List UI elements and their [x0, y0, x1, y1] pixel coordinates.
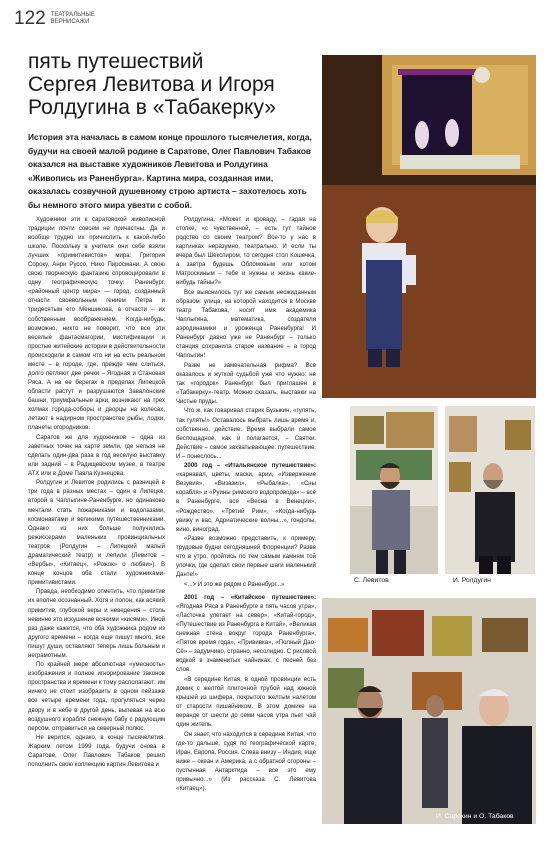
title-line-1: пять путешествий: [28, 50, 204, 73]
paragraph: <...> И это же рядом с Раненбург...»: [184, 581, 285, 588]
paragraph: Что ж, как говаривал старик Бузыкин, «гулять, так гулять!» Оставалось выбрать лишь время и, собственно, действие. Время выбрали самое беспощадное, как и полагается, – Святки. Действие – самое захватывающее: путешествие. И – понеслось...: [176, 408, 316, 460]
trip-paragraph-2001: [176, 594, 316, 675]
photo-sorokin-tabakov-image: [322, 598, 536, 824]
paragraph: «Разве возможно представить, к примеру, трудовые будни сегодняшней Флоренции? Разве что в утро, пройтись по тем самым камням той улочки, где сделал свои первые шаги маленький Данте!»: [176, 536, 316, 579]
trip-heading-2001: 2001 год – «Китайское путешествие»:: [184, 594, 316, 601]
photo-levitov: [350, 406, 438, 574]
photo-roldugin: [445, 406, 535, 574]
paragraph: Ролдугина. «Может и кроваду, – гадая на стопке, «с чувственной, – есть тут тайное родство со своим театром? Все-то у нас в картинках неразумно, театрально. И если ты вчера был Шекспиром, то сегодня стол Кошечка, а завтра будешь Обломовым или котом Матроскиным – тебе и нужны и жизнь какие-нибудь тайны?»: [176, 217, 316, 287]
paragraph: Саратов же для художников – одна из заветных точек на карте земли, где нельзя не сделать один-два раза в год веселую выставку или задний – в Радищевском музее, в театре АТХ или в Доме Павла Кузнецова.: [28, 434, 165, 477]
trip-text-2000: «карнавал, цветы, маски, арии, «Извержение Везувия», «Визазил», «Рыбалка», «Сны корабля» и «Руины римского водопровода» – все в Раненбурге, все «Весна в Венеции», «Рождество», «Третий Рим», «Когда-нибудь увижу и вас, Адриатические волны...», гондолы, вино, виноград.: [176, 472, 316, 533]
caption-sorokin-tabakov: И. Сорокин и О. Табаков: [436, 813, 514, 820]
photo-roldugin-image: [445, 406, 535, 574]
section-label: ТЕАТРАЛЬНЫЕ ВЕРНИСАЖИ: [50, 12, 95, 25]
paragraph: Ролдугин и Левитов родились с разницей в три года в разных местах – один в Липецке, второй в Чаплыгине-Раненбурге, но одинаково мечтали стать пожарниками и водолазами, космонавтами и великими путешественниками. Однако из них больше получились режиссерами маленьких провинциальных театров (Ролдугин – Липецкий малый драматический театр) и лепили (Левитов – «Вербы», «Китаец», «Рожок» о любви»). В конце концов оба стали художниками-примитивистами.: [28, 480, 165, 586]
trip-heading-2000: 2000 год – «Итальянское путешествие»:: [184, 463, 316, 470]
photo-child-image: [322, 55, 536, 398]
paragraph: Художники эти к саратовской живописной традиции почти совсем не причастны. Да и вообще трудно их причислить к какой-либо школе. Поскольку в учителя они себе взяли лучших «примитивистов» мира: Григория Сороку, Анри Руссо, Нико Пиросмани. А свою свою творческую фантазию спровоцировали в одну географическую точку: Раненбург, «районный центр мира» — город, созданный отчасти своевольным гением Петра и тридесятым его Меншикова, а отчасти – их собственным воображением. Когда-нибудь, возможно, никто не поверит, что все эти веселые фантасмагории, мистификации и простые житейские истории в действительности происходили в самом что ни на есть реальном месте – в городе, где, прежде чем слиться, долго петляют две речки – Ягодная и Становая Ряса. А на ее берегах в пределах Липецкой области растут и разрушаются Завалонские башни, триумфальные арки, возникают на трех холмах города-соборы и дворцы на колесах, летают в надирном пространстве рыбы, лодки, планеты огородников.: [28, 217, 165, 432]
text-column-1: [28, 216, 165, 771]
page-number: 122: [14, 8, 46, 29]
photo-levitov-image: [350, 406, 438, 574]
paragraph: Он знает, что находится в середине Китая, что где-то дальше, судя по географической карте, Иран, Европа, Россия. Слева внизу – Индия, еще ниже – океан и Америка, а с обратной стороны – пустынная Антарктида – все это ему привычно...» (Из рассказа С. Левитова «Китаец»).: [176, 731, 316, 792]
page-header: [14, 6, 121, 28]
photo-sorokin-tabakov: [322, 598, 536, 824]
paragraph: Правда, необходимо отметить, что примитив их вполне осознанный. Хотя и полон, как всякий примитив, глубокой веры и неведения – столь невинно это искушение всякими «кисями». Иной раз даже кажется, что оба художника родом из другого времени – когда еще пишут много, все пишут души, оставляют теперь лишь больным и неграмотным.: [28, 589, 165, 659]
text-column-2: [176, 216, 316, 794]
title-line-2: Сергея Левитова и Игоря: [28, 73, 275, 96]
article-title: [28, 50, 318, 119]
trip-paragraph-2000: [176, 462, 316, 534]
paragraph: По крайней мере абсолютная «умесность» изображения и полное игнорирование законов пространства и времени к тому располагают: им ничего не стоит изобразить в одном пейзаже все четыре времени года, прогуляться через двору и в небе в другой день, выпевая на всю воздушного корабля снежную бабу с радующим персом, отправиться на северный полюс.: [28, 662, 165, 732]
photo-child-puppet-theater: [322, 55, 536, 398]
caption-roldugin: И. Ролдугин: [453, 577, 491, 584]
paragraph: «В середине Китая, в одной провинции есть домик с желтой плиточной трубой над южной крышей из шифера, покрытого желтым налетом от старости пишайником. В этом домике на веранде от шести до семи часов утра пьет чай один житель.: [176, 676, 316, 729]
paragraph: Разве не замечательная рифма? Все оказалось и жуткой судьбой уже что нужно: не так «городок» Раненбург был приглашен в «Табакерку»-театр. Можно сказать, выставки на Чистые пруды.: [176, 362, 316, 405]
caption-levitov: С. Левитов: [354, 577, 389, 584]
title-line-3: Ролдугина в «Табакерку»: [28, 96, 276, 119]
paragraph: Все выяснилось тут же самым неожиданным образом: улица, на которой находится в Москве театр Табакова, носит имя академика Чаплыгина, математика, создателя аэродинамики и уроженца Раненбурга! И Раненбург давно уже не Раненбург – только станция сохранила старое название – а город Чаплыгин!: [176, 289, 316, 360]
trip-text-2001: «Ягодная Ряса в Раненбурге в пять часов утра», «Ласточка улетает на север», «Китай-город», «Путешествие из Раненбурга в Китай», «Великая снежная стена вокруг города Раненбурга», «Пятое время года», «Прививка», «Полный Дао-Сё» – задумчиво, странно, несолидно. С рисовой водкой в знаменитых чайниках, с песней без слов.: [176, 603, 316, 674]
lead-paragraph: История эта началась в самом конце прошлого тысячелетия, когда, будучи на своей малой родине в Саратове, Олег Павлович Табаков оказался на выставке художников Левитова и Ролдугина «Живопись из Раненбурга». Картина мира, созданная ими, оказалась созвучной душевному строю артиста – захотелось хоть бы немного этого мира увезти с собой.: [28, 132, 312, 210]
paragraph: Не верится, однако, в конце тысячелетия. Жарким летом 1999 года, будучи снова в Саратове, Олег Павлович Табаков решил пополнить свою коллекцию картин Левитова и: [28, 735, 165, 769]
